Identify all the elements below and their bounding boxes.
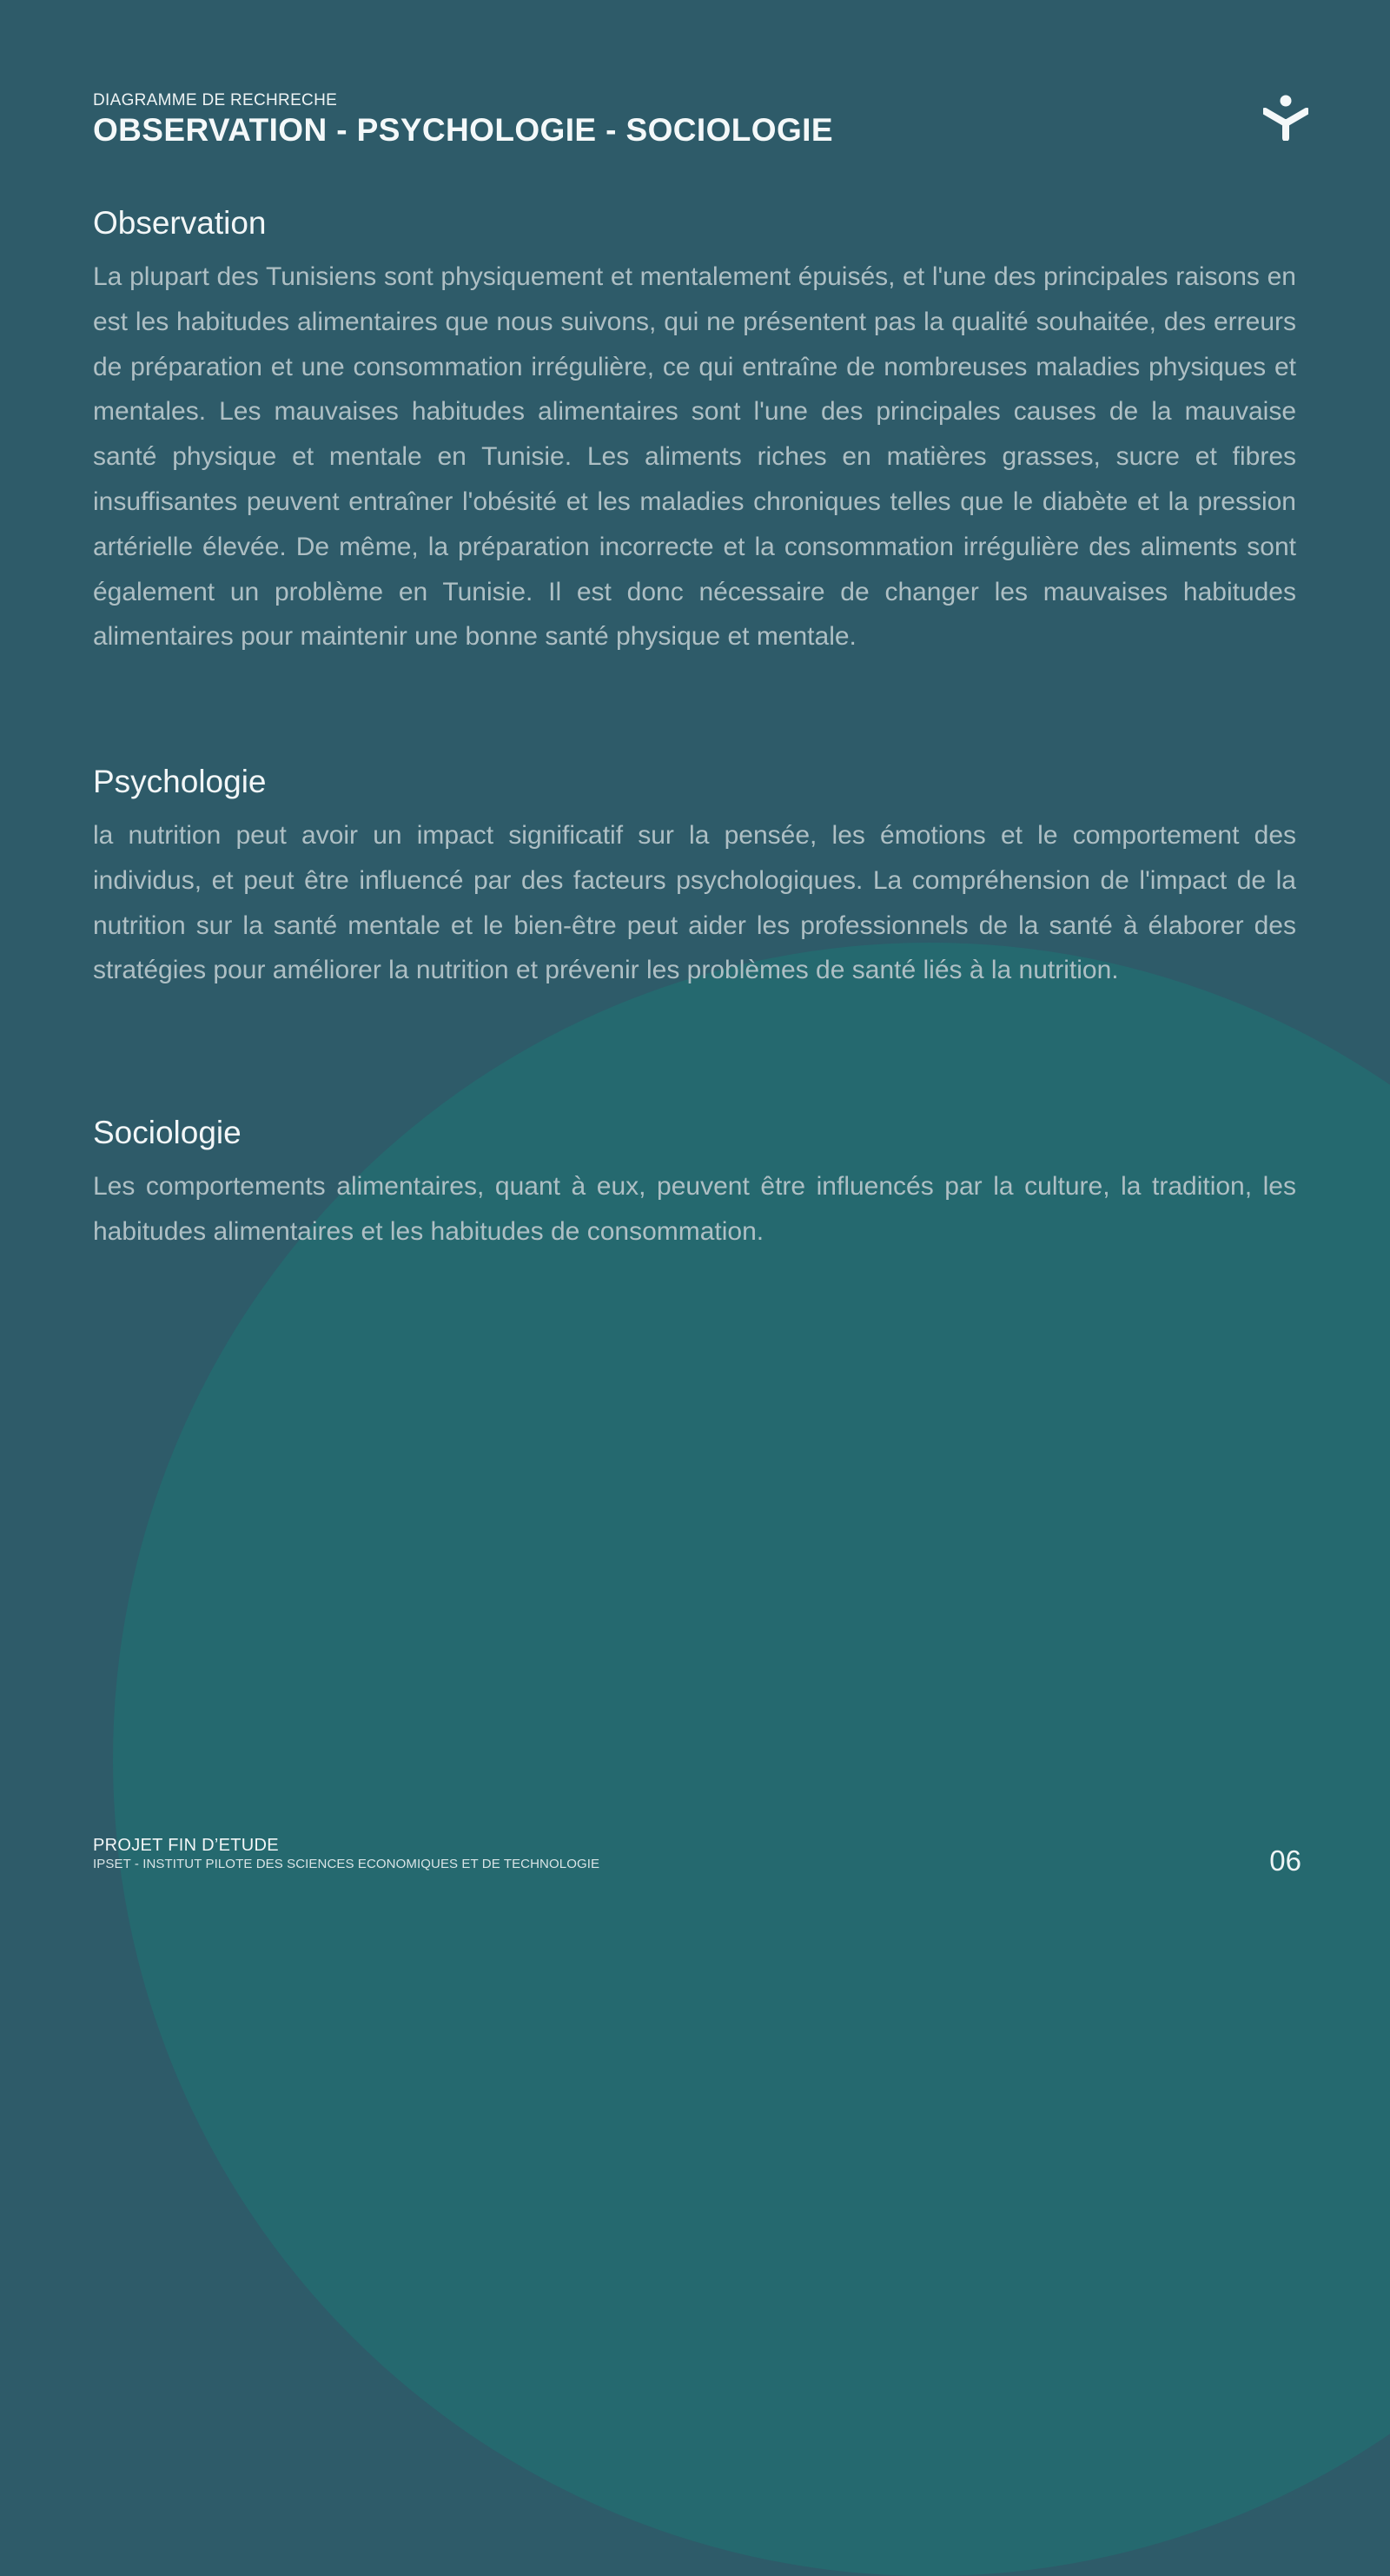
page-footer xyxy=(93,1835,599,1873)
footer-title: PROJET FIN D’ETUDE xyxy=(93,1836,279,1855)
page-number: 06 xyxy=(1269,1844,1301,1877)
section-heading: Psychologie xyxy=(93,764,267,799)
footer-subtitle: IPSET - INSTITUT PILOTE DES SCIENCES ECONOMIQUES ET DE TECHNOLOGIE xyxy=(93,1857,600,1871)
section-body: la nutrition peut avoir un impact significatif sur la pensée, les émotions et le comportement des individus, et peut être influencé par des facteurs psychologiques. La compréhension de l'impact de la nutrition sur la santé mentale et le bien-être peut aider les professionnels de la santé à élaborer des stratégies pour améliorer la nutrition et prévenir les problèmes de santé liés à la nutrition. xyxy=(93,821,1296,985)
section-observation xyxy=(93,204,1296,659)
page-title: OBSERVATION - PSYCHOLOGIE - SOCIOLOGIE xyxy=(93,112,833,148)
section-sociologie xyxy=(93,1114,1296,1255)
section-heading: Sociologie xyxy=(93,1115,242,1150)
section-heading: Observation xyxy=(93,205,267,241)
section-psychologie xyxy=(93,763,1296,993)
section-body: Les comportements alimentaires, quant à eux, peuvent être influencés par la culture, la tradition, les habitudes alimentaires et les habitudes de consommation. xyxy=(93,1172,1296,1246)
person-y-icon xyxy=(1263,94,1308,141)
header-kicker: DIAGRAMME DE RECHRECHE xyxy=(93,91,338,109)
page-header xyxy=(93,90,1309,149)
section-body: La plupart des Tunisiens sont physiquement et mentalement épuisés, et l'une des principales raisons en est les habitudes alimentaires que nous suivons, qui ne présentent pas la qualité souhaitée, des erreurs de préparation et une consommation irrégulière, ce qui entraîne de nombreuses maladies physiques et mentales. Les mauvaises habitudes alimentaires sont l'une des principales causes de la mauvaise santé physique et mentale en Tunisie. Les aliments riches en matières grasses, sucre et fibres insuffisantes peuvent entraîner l'obésité et les maladies chroniques telles que le diabète et la pression artérielle élevée. De même, la préparation incorrecte et la consommation irrégulière des aliments sont également un problème en Tunisie. Il est donc nécessaire de changer les mauvaises habitudes alimentaires pour maintenir une bonne santé physique et mentale. xyxy=(93,262,1296,652)
